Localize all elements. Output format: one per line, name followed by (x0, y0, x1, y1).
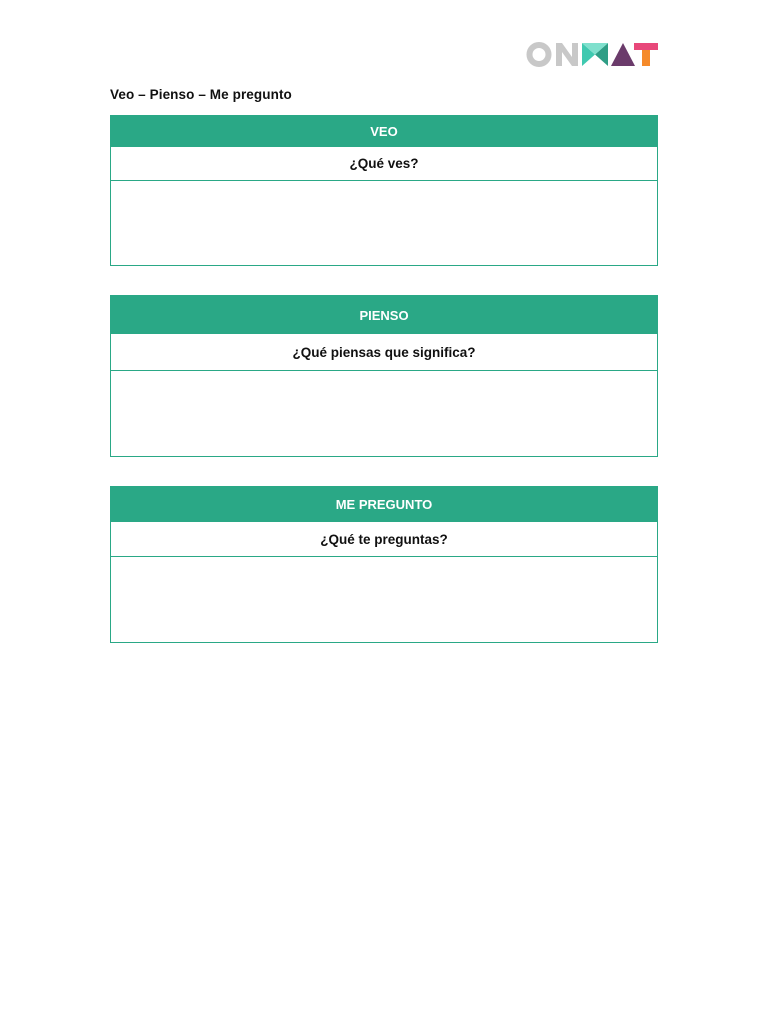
answer-area-me-pregunto[interactable] (111, 557, 657, 642)
document-title: Veo – Pienso – Me pregunto (110, 87, 292, 102)
logo-letter-n (556, 43, 578, 66)
logo-letter-a (611, 43, 635, 66)
card-question-veo: ¿Qué ves? (111, 147, 657, 181)
onmat-logo (526, 41, 660, 68)
card-header-me-pregunto: ME PREGUNTO (111, 487, 657, 522)
logo-letter-m (582, 43, 608, 66)
logo-text: ONMAT (526, 41, 530, 42)
card-header-veo: VEO (111, 116, 657, 147)
answer-area-veo[interactable] (111, 181, 657, 265)
card-pienso (110, 295, 658, 457)
logo-letter-t (634, 43, 658, 66)
card-question-me-pregunto: ¿Qué te preguntas? (111, 522, 657, 557)
answer-area-pienso[interactable] (111, 371, 657, 456)
card-veo (110, 115, 658, 266)
logo-letter-o (530, 45, 549, 64)
card-question-pienso: ¿Qué piensas que significa? (111, 334, 657, 371)
card-header-pienso: PIENSO (111, 296, 657, 334)
card-me-pregunto (110, 486, 658, 643)
